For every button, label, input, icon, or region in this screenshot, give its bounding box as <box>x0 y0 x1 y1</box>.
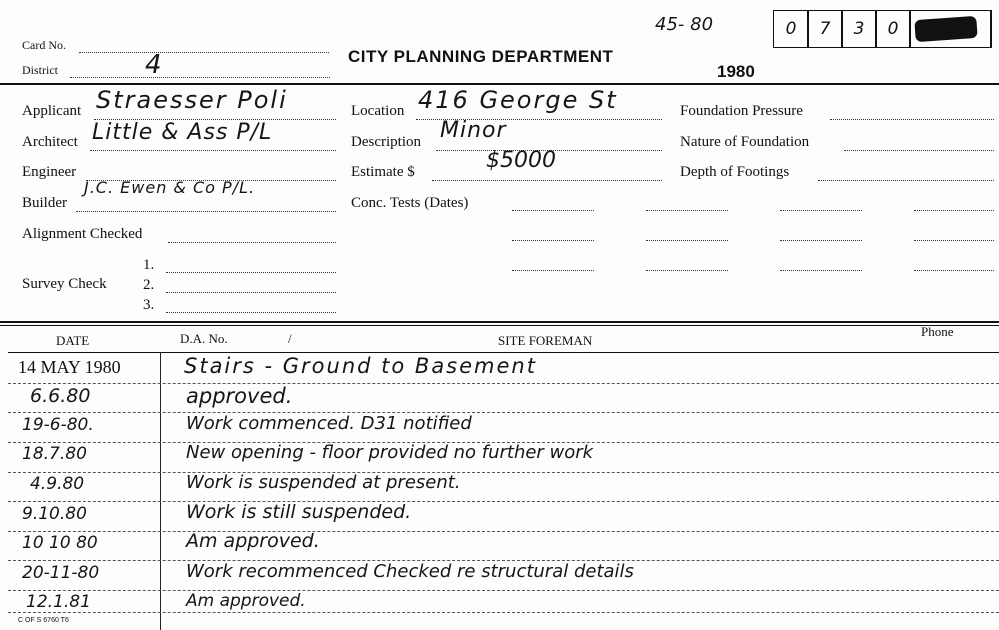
conc-test-line <box>646 240 728 241</box>
da-number-header: D.A. No. <box>180 331 228 346</box>
row-note: Work is still suspended. <box>186 501 412 523</box>
phone-header: Phone <box>921 324 954 339</box>
architect-label: Architect <box>22 134 78 150</box>
architect-value: Little & Ass P/L <box>92 120 273 145</box>
row-note: Am approved. <box>186 591 306 611</box>
row-note: New opening - floor provided no further work <box>186 442 594 463</box>
survey-line <box>166 272 336 273</box>
alignment-label: Alignment Checked <box>22 226 143 242</box>
description-value: Minor <box>440 118 507 143</box>
table-header-rule <box>8 352 999 353</box>
applicant-label: Applicant <box>22 103 82 119</box>
survey-number: 3. <box>143 297 155 313</box>
row-note: Am approved. <box>186 530 320 552</box>
row-rule <box>8 412 999 413</box>
row-rule <box>8 612 999 613</box>
row-rule <box>8 531 999 532</box>
conc-test-line <box>646 270 728 271</box>
row-date: 12.1.81 <box>26 592 91 612</box>
row-note: Stairs - Ground to Basement <box>184 354 537 378</box>
engineer-label: Engineer <box>22 164 77 180</box>
header-rule <box>0 83 999 85</box>
date-header: DATE <box>56 333 90 348</box>
row-date: 4.9.80 <box>30 474 85 494</box>
conc-test-line <box>780 270 862 271</box>
card-no-line <box>79 52 329 53</box>
depth-footings-label: Depth of Footings <box>680 164 790 180</box>
conc-test-line <box>646 210 728 211</box>
foundation-pressure-line <box>830 119 994 120</box>
conc-test-line <box>780 210 862 211</box>
row-date: 9.10.80 <box>22 504 87 524</box>
department-title: CITY PLANNING DEPARTMENT <box>348 47 614 66</box>
card-number-digit: 0 <box>773 10 809 48</box>
row-date: 20-11-80 <box>22 563 100 583</box>
site-foreman-header: SITE FOREMAN <box>498 333 593 348</box>
row-date: 19-6-80. <box>22 415 94 435</box>
conc-test-line <box>914 240 994 241</box>
row-rule <box>8 383 999 384</box>
estimate-label: Estimate $ <box>351 164 415 180</box>
location-label: Location <box>351 103 405 119</box>
conc-test-line <box>512 210 594 211</box>
row-date: 6.6.80 <box>30 385 91 407</box>
box-extension <box>991 10 992 48</box>
card-year: 1980 <box>717 62 755 81</box>
row-note: Work recommenced Checked re structural details <box>186 561 634 582</box>
survey-line <box>166 292 336 293</box>
row-note: Work is suspended at present. <box>186 472 461 493</box>
file-reference: 45- 80 <box>655 14 714 35</box>
da-slash: / <box>288 331 292 346</box>
redaction-mark <box>914 16 977 42</box>
row-note: Work commenced. D31 notified <box>186 413 472 434</box>
architect-line <box>90 150 336 151</box>
date-column-separator <box>160 352 161 630</box>
table-top-rule <box>0 321 999 323</box>
nature-foundation-line <box>844 150 994 151</box>
card-number-digit: 3 <box>841 10 877 48</box>
estimate-line <box>432 180 662 181</box>
builder-line <box>76 211 336 212</box>
row-rule <box>8 590 999 591</box>
conc-tests-label: Conc. Tests (Dates) <box>351 195 469 211</box>
row-date: 18.7.80 <box>22 444 87 464</box>
applicant-value: Straesser Poli <box>96 86 288 114</box>
district-line <box>70 77 330 78</box>
card-number-digit: 7 <box>807 10 843 48</box>
conc-test-line <box>512 270 594 271</box>
row-date: 10 10 80 <box>22 533 98 553</box>
description-label: Description <box>351 134 421 150</box>
conc-test-line <box>914 210 994 211</box>
depth-footings-line <box>818 180 994 181</box>
row-rule <box>8 472 999 473</box>
row-rule <box>8 501 999 502</box>
alignment-line <box>168 242 336 243</box>
builder-value: J.C. Ewen & Co P/L. <box>84 178 256 197</box>
survey-label: Survey Check <box>22 276 107 292</box>
card-number-digit: 0 <box>875 10 911 48</box>
estimate-value: $5000 <box>486 148 556 173</box>
builder-label: Builder <box>22 195 67 211</box>
conc-test-line <box>914 270 994 271</box>
row-note: approved. <box>186 384 293 408</box>
form-code: C OF S 6760 T6 <box>18 617 69 624</box>
survey-line <box>166 312 336 313</box>
survey-number: 2. <box>143 277 155 293</box>
row-date: 14 MAY 1980 <box>18 357 121 377</box>
location-value: 416 George St <box>418 86 618 114</box>
conc-test-line <box>780 240 862 241</box>
conc-test-line <box>512 240 594 241</box>
district-label: District <box>22 63 58 77</box>
foundation-pressure-label: Foundation Pressure <box>680 103 803 119</box>
district-value: 4 <box>145 50 162 80</box>
table-top-rule-2 <box>0 325 999 326</box>
nature-foundation-label: Nature of Foundation <box>680 134 810 150</box>
card-no-label: Card No. <box>22 38 66 52</box>
survey-number: 1. <box>143 257 155 273</box>
